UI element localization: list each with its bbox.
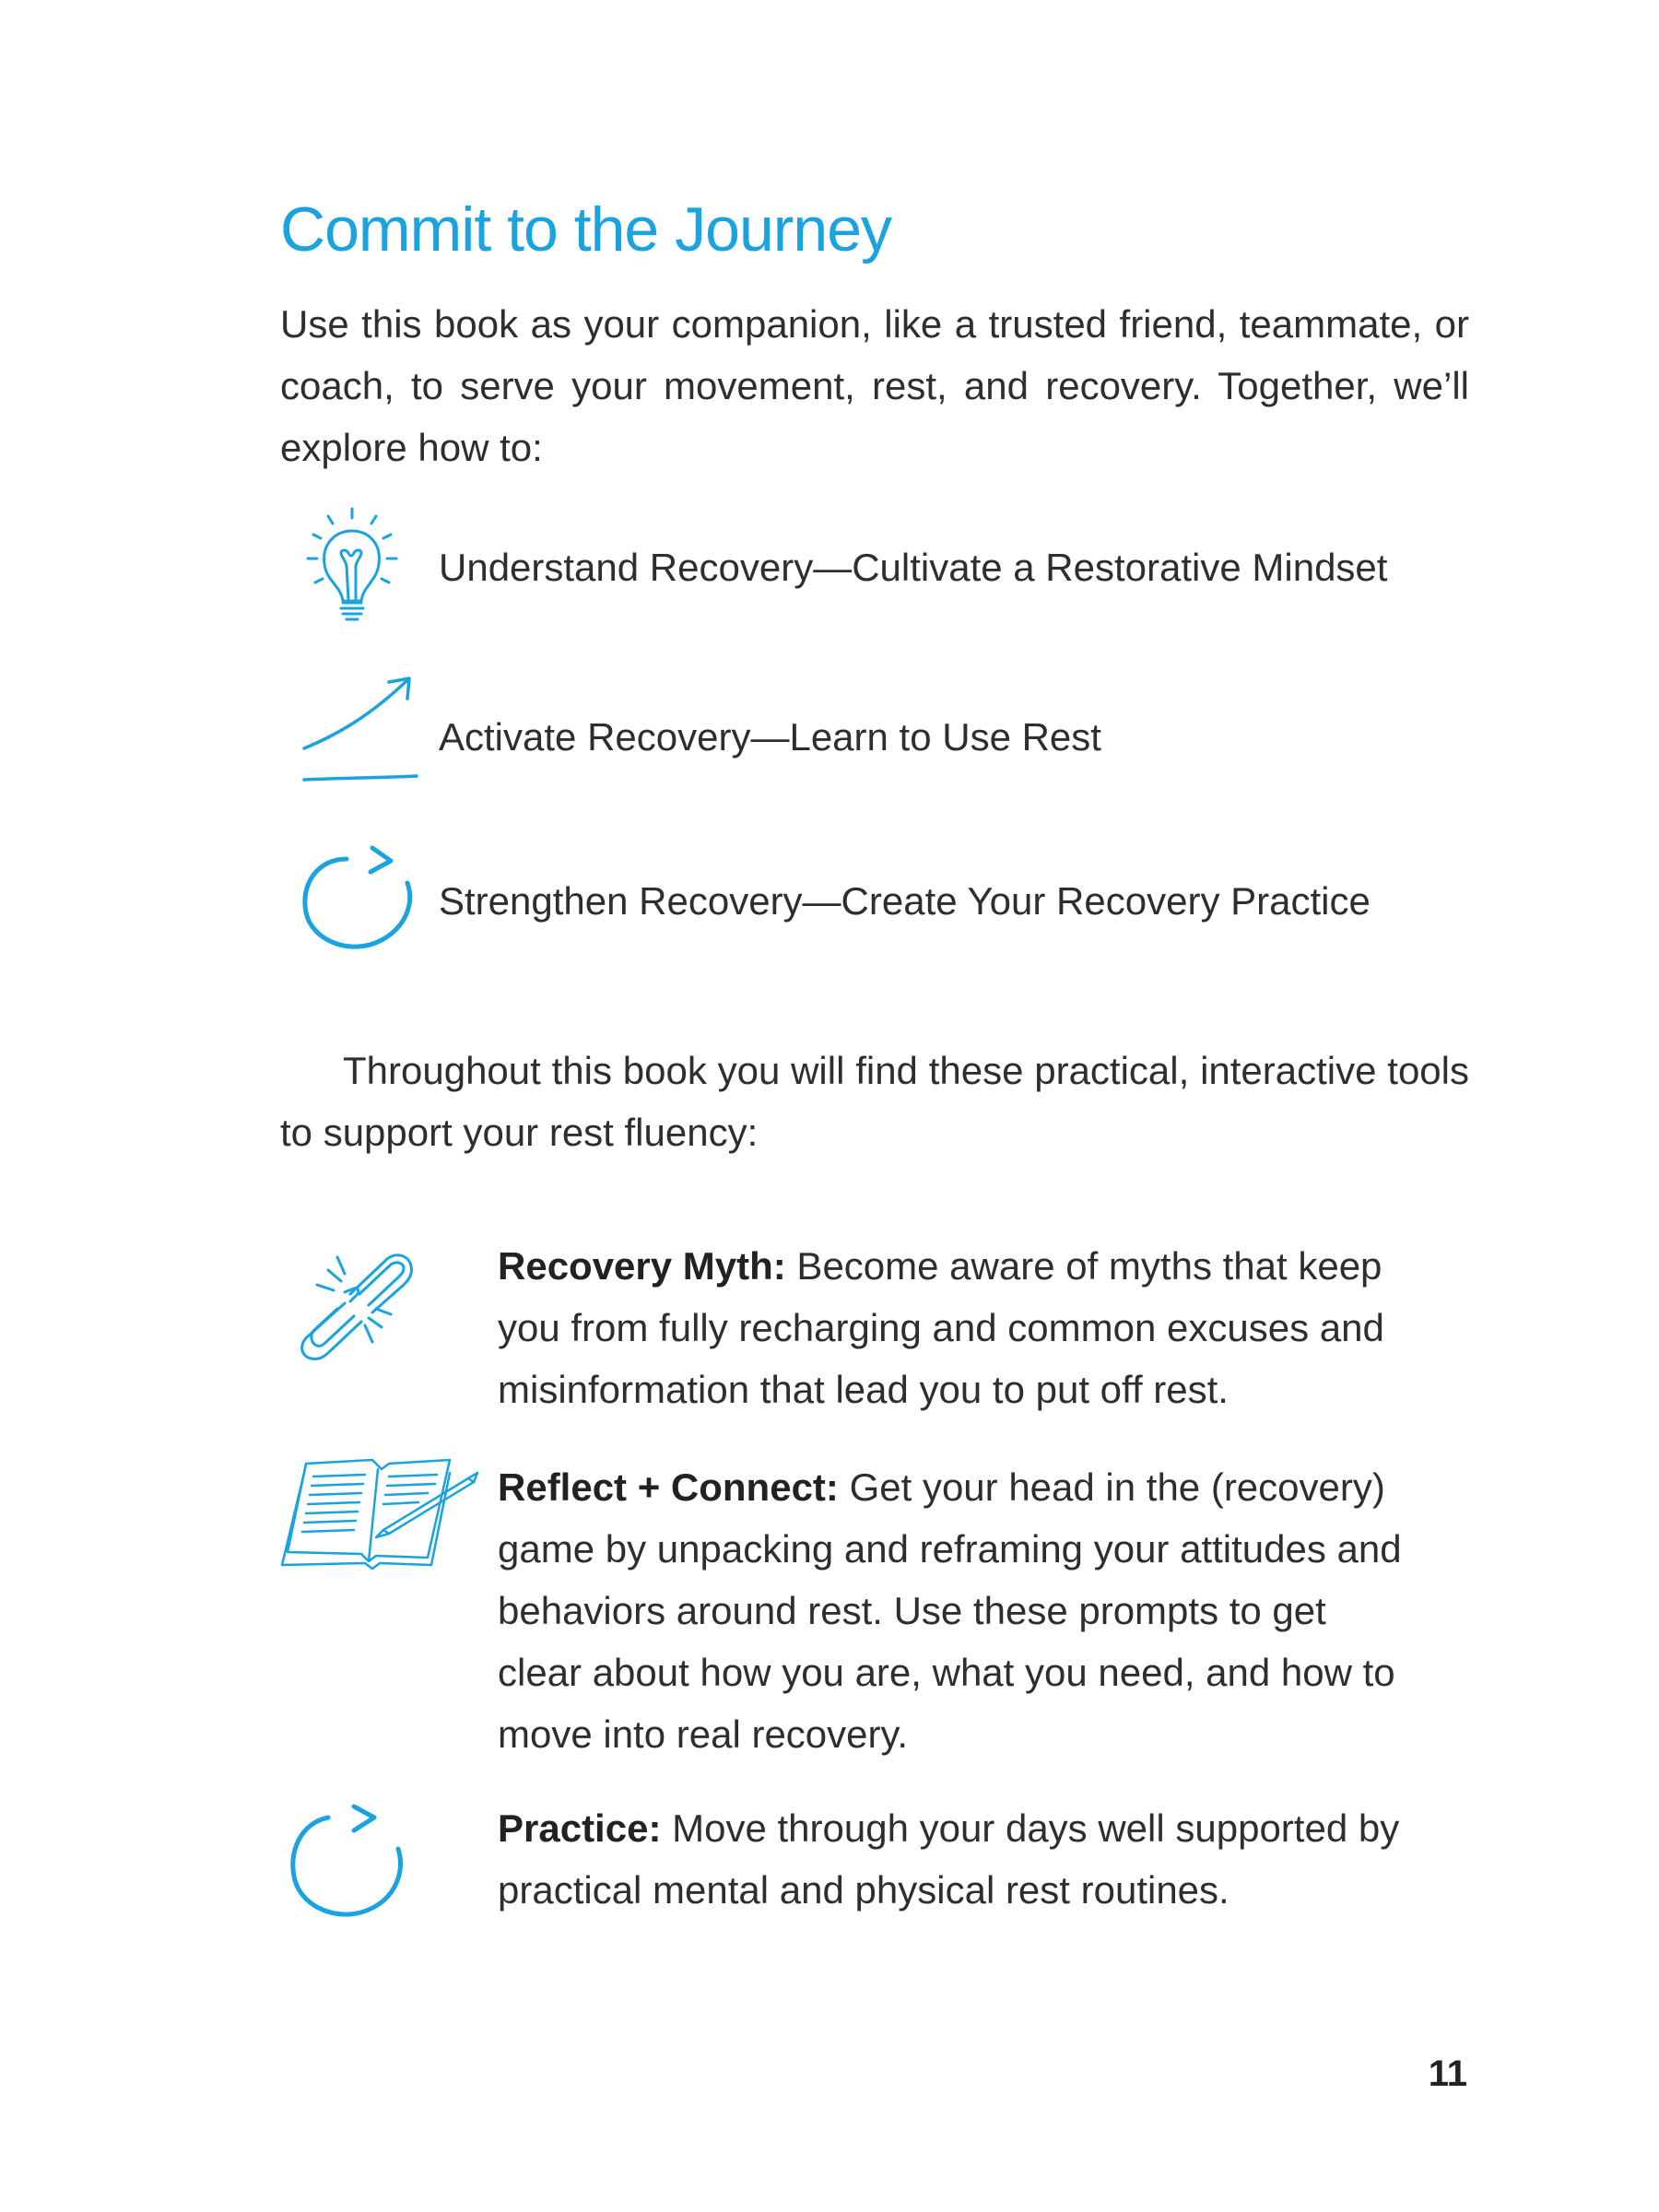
tool-term-recovery-myth: Recovery Myth:: [498, 1244, 786, 1288]
tool-text-practice: Move through your days well supported by practical mental and physical rest routines.: [498, 1806, 1400, 1912]
circular-arrow-icon: [280, 1797, 428, 1926]
tool-item-recovery-myth: [280, 1235, 1478, 1429]
lightbulb-icon: [280, 492, 428, 621]
tool-item-reflect-connect: [280, 1456, 1478, 1770]
tool-text-recovery-myth: Become aware of myths that keep you from fully recharging and common excuses and misinformation that lead you to put off rest.: [498, 1244, 1384, 1411]
tools-intro-paragraph: Throughout this book you will find these practical, interactive tools to support your rest fluency:: [280, 1049, 1469, 1154]
goal-label-activate: Activate Recovery—Learn to Use Rest: [439, 715, 1101, 759]
tool-term-reflect-connect: Reflect + Connect:: [498, 1465, 839, 1509]
goal-item-activate: [280, 660, 1478, 789]
tool-description-recovery-myth: [498, 1235, 1419, 1420]
tool-text-reflect-connect: Get your head in the (recovery) game by unpacking and reframing your attitudes and behaviors around rest. Use these prompts to get clear about how you are, what you need, and how to move into real recovery.: [498, 1465, 1402, 1756]
section-title: Commit to the Journey: [280, 194, 892, 265]
broken-chain-icon: [280, 1235, 428, 1364]
upward-arrow-icon: [280, 660, 428, 789]
goal-item-strengthen: [280, 831, 1478, 960]
tool-term-practice: Practice:: [498, 1806, 662, 1850]
tool-item-practice: [280, 1797, 1478, 1936]
tool-description-reflect-connect: [498, 1456, 1419, 1765]
goal-item-understand: [280, 492, 1478, 621]
page-number: 11: [1428, 2053, 1467, 2094]
tool-description-practice: [498, 1797, 1419, 1921]
open-book-pen-icon: [280, 1456, 483, 1585]
goal-label-strengthen: Strengthen Recovery—Create Your Recovery Practice: [439, 879, 1371, 923]
intro-paragraph: Use this book as your companion, like a trusted friend, teammate, or coach, to serve your movement, rest, and recovery. Together, we’ll explore how to:: [280, 302, 1469, 469]
circular-arrow-icon: [280, 831, 428, 960]
goal-label-understand: Understand Recovery—Cultivate a Restorative Mindset: [439, 546, 1388, 589]
